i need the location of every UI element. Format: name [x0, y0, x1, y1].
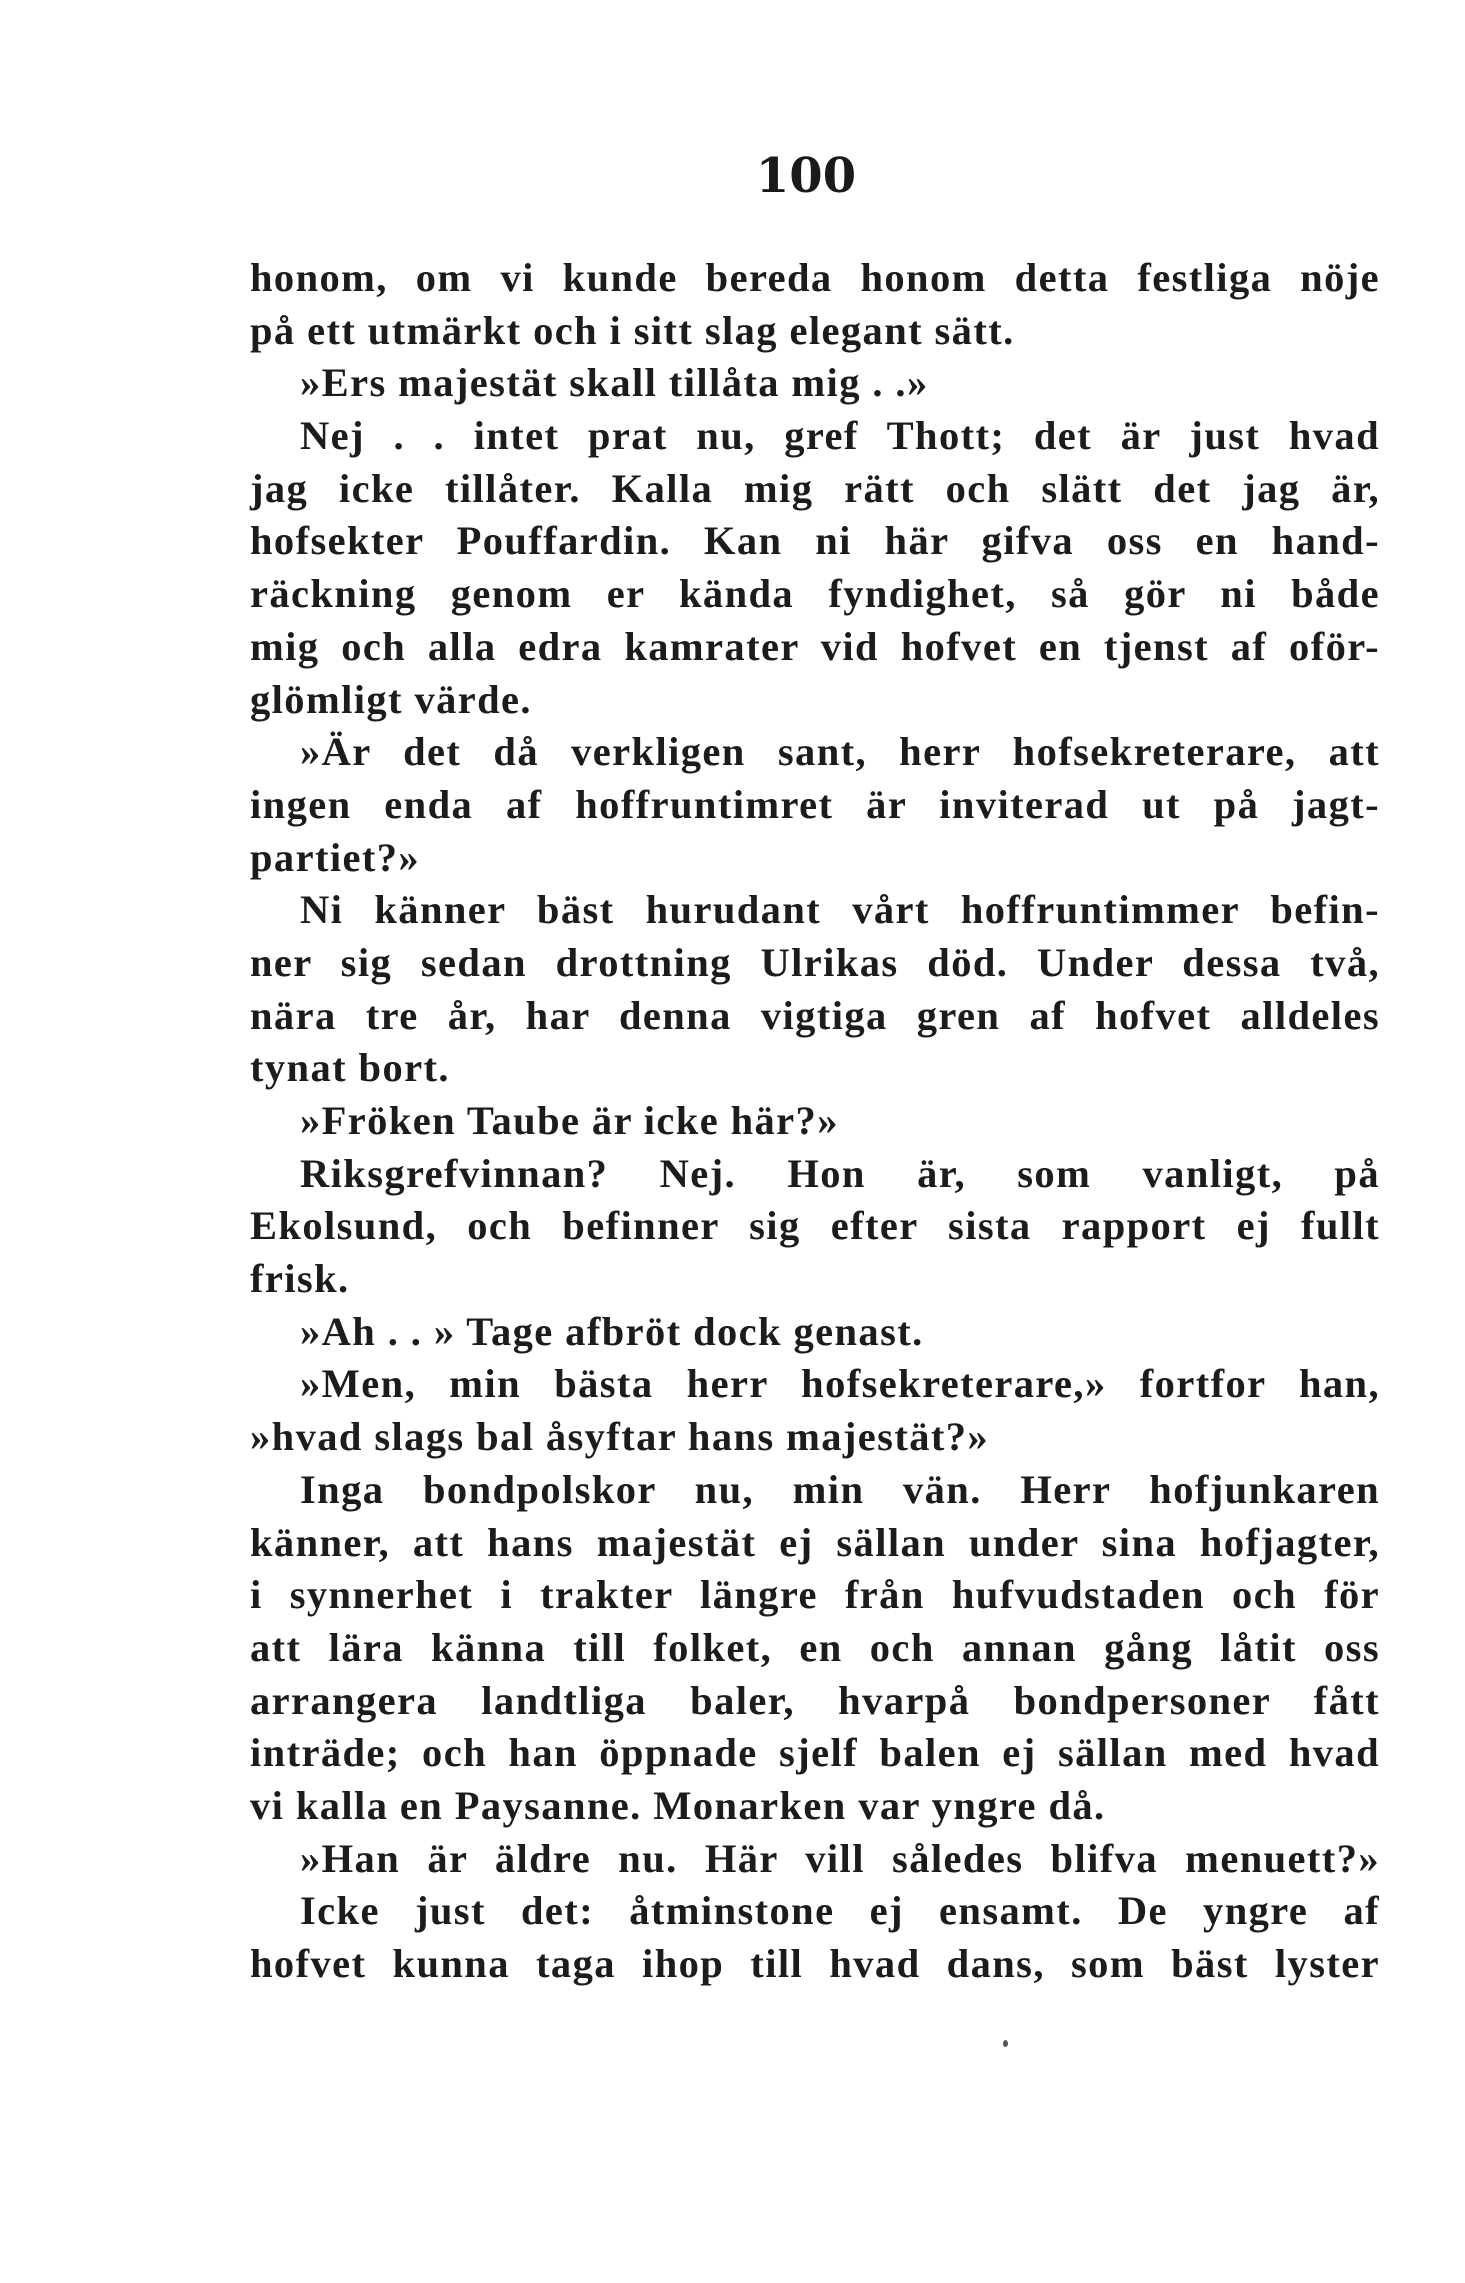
- text-line: på ett utmärkt och i sitt slag elegant sätt.: [250, 307, 1015, 353]
- text-line: känner, att hans majestät ej sällan under sina hofjagter,: [250, 1519, 1380, 1565]
- text-line: Inga bondpolskor nu, min vän. Herr hofjunkaren: [300, 1466, 1380, 1512]
- print-speck: [1003, 2040, 1008, 2047]
- text-line: hofvet kunna taga ihop till hvad dans, som bäst lyster: [250, 1941, 1380, 1986]
- text-line: frisk.: [250, 1256, 350, 1302]
- text-line: »Fröken Taube är icke här?»: [300, 1098, 839, 1143]
- text-line: »Ah . . » Tage afbröt dock genast.: [300, 1308, 924, 1354]
- text-line: i synnerhet i trakter längre från hufvudstaden och för: [250, 1572, 1380, 1618]
- text-line: hofsekter Pouffardin. Kan ni här gifva oss en hand-: [250, 518, 1380, 564]
- body-text: [250, 252, 1380, 1991]
- text-line: mig och alla edra kamrater vid hofvet en tjenst af oför-: [250, 623, 1380, 669]
- text-line: »hvad slags bal åsyftar hans majestät?»: [250, 1414, 990, 1460]
- text-line: tynat bort.: [250, 1045, 450, 1091]
- text-line: ner sig sedan drottning Ulrikas död. Under dessa två,: [250, 939, 1380, 985]
- text-line: »Ers majestät skall tillåta mig . .»: [300, 360, 929, 406]
- text-line: inträde; och han öppnade sjelf balen ej sällan med hvad: [250, 1730, 1380, 1776]
- text-line: »Är det då verkligen sant, herr hofsekreterare, att: [300, 729, 1380, 775]
- text-line: nära tre år, har denna vigtiga gren af hofvet alldeles: [250, 992, 1380, 1038]
- text-line: räckning genom er kända fyndighet, så gör ni både: [250, 571, 1380, 617]
- text-line: arrangera landtliga baler, hvarpå bondpersoner fått: [250, 1677, 1380, 1723]
- text-line: honom, om vi kunde bereda honom detta festliga nöje: [250, 255, 1380, 300]
- text-line: att lära känna till folket, en och annan gång låtit oss: [250, 1624, 1380, 1670]
- text-line: Ni känner bäst hurudant vårt hoffruntimmer befin-: [300, 887, 1380, 933]
- text-line: jag icke tillåter. Kalla mig rätt och slätt det jag är,: [250, 465, 1380, 511]
- text-line: Icke just det: åtminstone ej ensamt. De yngre af: [300, 1888, 1380, 1934]
- text-line: vi kalla en Paysanne. Monarken var yngre då.: [250, 1782, 1106, 1828]
- text-line: partiet?»: [250, 834, 421, 880]
- text-line: »Men, min bästa herr hofsekreterare,» fortfor han,: [300, 1361, 1380, 1407]
- text-line: Ekolsund, och befinner sig efter sista rapport ej fullt: [250, 1203, 1380, 1249]
- text-line: ingen enda af hoffruntimret är inviterad ut på jagt-: [250, 781, 1380, 827]
- text-line: glömligt värde.: [250, 676, 532, 722]
- page-number: 100: [755, 148, 857, 204]
- text-line: Riksgrefvinnan? Nej. Hon är, som vanligt, på: [300, 1150, 1380, 1196]
- text-line: »Han är äldre nu. Här vill således blifva menuett?»: [300, 1835, 1380, 1881]
- text-line: Nej . . intet prat nu, gref Thott; det är just hvad: [300, 413, 1380, 459]
